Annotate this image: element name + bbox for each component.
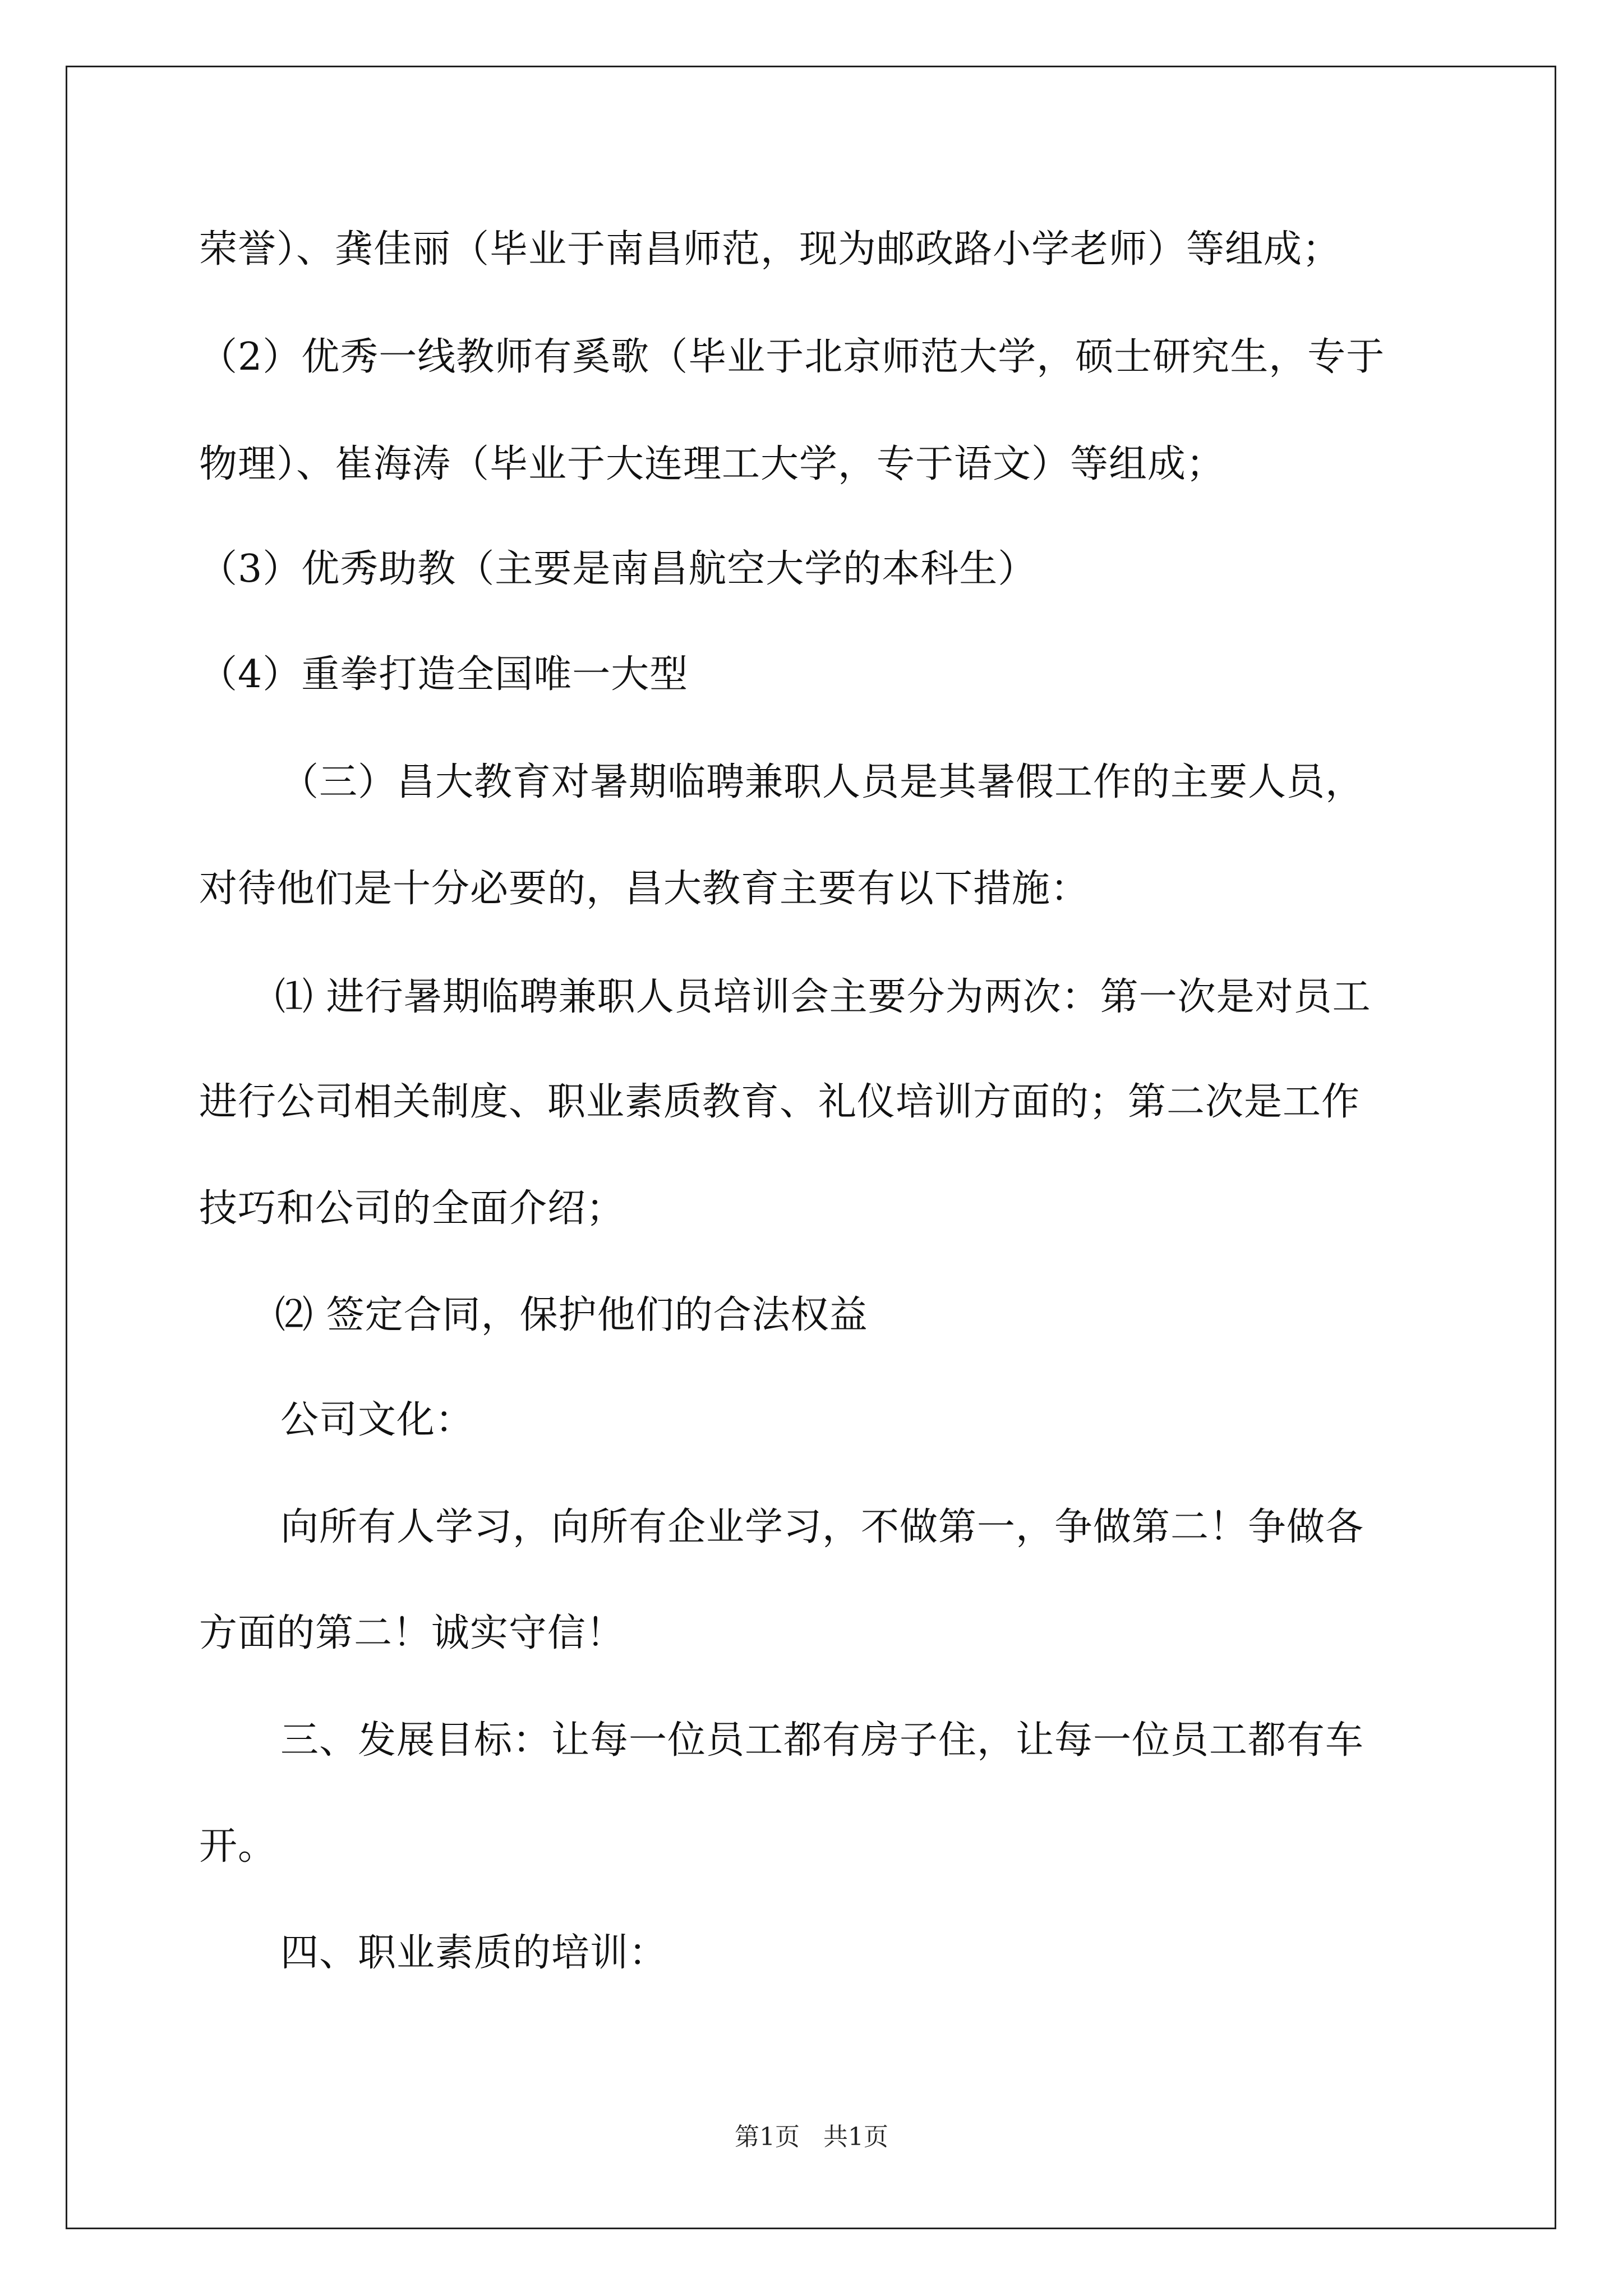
text-line: 方面的第二！诚实守信！ (199, 1611, 625, 1655)
page-footer: 第1页 共1页 (735, 2123, 888, 2151)
text-line: 四、职业素质的培训： (280, 1931, 668, 1975)
text-line: 对待他们是十分必要的，昌大教育主要有以下措施： (199, 867, 1090, 911)
text-line: （4）重拳打造全国唯一大型 (199, 652, 689, 697)
page-border (66, 66, 1556, 2229)
text-line: 物理）、崔海涛（毕业于大连理工大学，专于语文）等组成； (199, 442, 1225, 486)
text-line: 三、发展目标：让每一位员工都有房子住，让每一位员工都有车 (280, 1718, 1364, 1763)
text-line: （三）昌大教育对暑期临聘兼职人员是其暑假工作的主要人员， (280, 760, 1364, 804)
text-line: 开。 (199, 1824, 277, 1869)
text-line: 公司文化： (280, 1398, 474, 1442)
text-line: ⑵ 签定合同，保护他们的合法权益 (275, 1293, 868, 1337)
text-line: 进行公司相关制度、职业素质教育、礼仪培训方面的；第二次是工作 (199, 1080, 1361, 1124)
text-line: 技巧和公司的全面介绍； (199, 1186, 625, 1231)
text-line: 荣誉）、龚佳丽（毕业于南昌师范，现为邮政路小学老师）等组成； (199, 227, 1341, 272)
text-line: 向所有人学习，向所有企业学习，不做第一，争做第二！争做各 (280, 1505, 1364, 1549)
text-line: ⑴ 进行暑期临聘兼职人员培训会主要分为两次：第一次是对员工 (275, 975, 1371, 1019)
text-line: （3）优秀助教（主要是南昌航空大学的本科生） (199, 547, 1037, 591)
text-line: （2）优秀一线教师有奚歌（毕业于北京师范大学，硕士研究生，专于 (199, 335, 1385, 379)
